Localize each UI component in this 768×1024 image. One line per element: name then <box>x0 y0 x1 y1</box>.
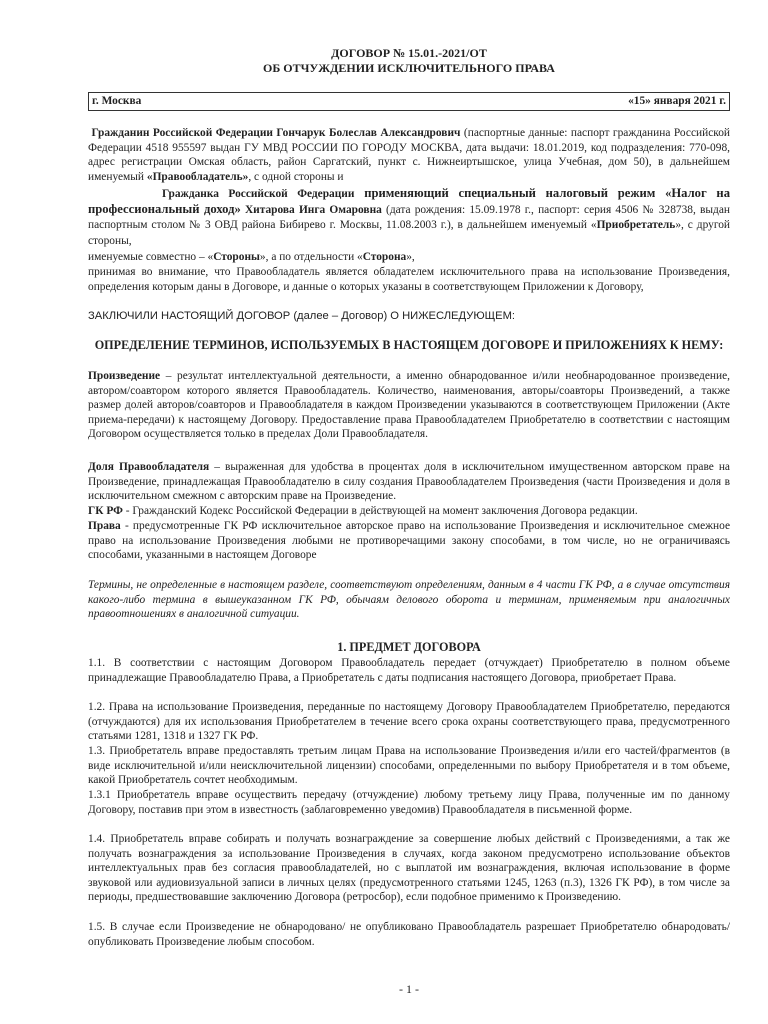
party-acquirer <box>88 186 730 249</box>
contract-title: ДОГОВОР № 15.01.-2021/ОТ <box>331 46 487 60</box>
clause-1-2: 1.2. Права на использование Произведения, переданные по настоящему Договору Правообладателем Приобретателю, передаются (отчуждаются) для их использования Приобретателем в течение всего срока охраны соответствующего права, предусмотренного статьями 1281, 1318 и 1327 ГК РФ. <box>88 701 730 743</box>
share-term: Доля Правообладателя <box>88 461 210 473</box>
work-definition: – результат интеллектуальной деятельности, а именно обнародованное и/или необнародованное произведение, автором/соавтором которого является Правообладатель. Количество, наименования, авторы/соавторы Произведений, а также размер долей авторов/соавторов и Правообладателя в каждом Произведении указываются в соответствующем Приложении (Акте приема-передачи) к настоящему Договору. Предоставление права Правообладателем Приобретателю в соответствии с настоящим Договором осуществляется только в пределах Доли Правообладателя. <box>88 370 730 441</box>
civil-code-definition: - Гражданский Кодекс Российской Федерации в действующей на момент заключения Договора редакции. <box>122 505 638 517</box>
place-date-table <box>88 92 730 111</box>
acquirer-citizenship: Гражданка Российской Федерации <box>162 188 355 200</box>
rightholder-tail: , с одной стороны и <box>248 170 344 183</box>
contract-date: «15» января 2021 г. <box>628 95 726 107</box>
rights-term: Права <box>88 520 121 532</box>
definition-share <box>88 460 730 504</box>
share-definition: – выраженная для удобства в процентах доля в исключительном имущественном авторском праве на Произведение, принадлежащая Правообладателю в силу создания Правообладателем Произведения (части Произведения и доля в исключительном смежном с авторским праве на Произведение. <box>88 461 730 503</box>
acquirer-details: (дата рождения: 15.09.1978 г., паспорт: серия 4506 № 328738, выдан паспортным столом № 3 ОВД района Бибирево г. Москвы, 11.08.2003 г.), в дальнейшем именуемый « <box>88 204 730 232</box>
together-parties-term: Стороны <box>213 251 260 263</box>
terms-note: Термины, не определенные в настоящем разделе, соответствуют определениям, данным в 4 части ГК РФ, а в случае отсутствия какого-либо термина в вышеуказанном ГК РФ, обычаям делового оборота и терминам, применяемым при аналогичных правоотношениях в аналогичной ситуации. <box>88 579 730 621</box>
concluded-clause: ЗАКЛЮЧИЛИ НАСТОЯЩИЙ ДОГОВОР (далее – Договор) О НИЖЕСЛЕДУЮЩЕМ: <box>88 310 516 322</box>
civil-code-term: ГК РФ <box>88 505 123 517</box>
rightholder-role: «Правообладатель» <box>146 170 249 183</box>
acquirer-tax-regime: применяющий специальный налоговый режим «Налог на профессиональный доход» <box>88 186 730 217</box>
clause-1-4: 1.4. Приобретатель вправе собирать и получать вознаграждение за совершение любых действий с Произведениями, а так же получать вознаграждения за использование Произведения в случаях, когда законом предусмотрено использование объектов интеллектуальных прав без согласия правообладателей, но с выплатой им вознаграждения, включая использование в форме звуковой или аудиовизуальной записи в личных целях (предусмотренного статьями 1245, 1263 (п.3), 1326 ГК РФ), в том числе за периоды, предшествовавшие заключению Договора (ретросбор), если подобное применимо к Произведению. <box>88 833 730 904</box>
clause-1-3: 1.3. Приобретатель вправе предоставлять третьим лицам Права на использование Произведения и/или его частей/фрагментов (в виде исключительной и/или неисключительной лицензии) способами, определенными по выбору Приобретателя и в том объеме, какой Приобретатель сочтет необходимым. <box>88 745 730 787</box>
contract-city: г. Москва <box>92 95 142 107</box>
section1-title: 1. ПРЕДМЕТ ДОГОВОРА <box>337 640 481 654</box>
definition-work <box>88 369 730 442</box>
rightholder-details: (паспортные данные: паспорт гражданина Российской Федерации 4518 955597 выдан ГУ МВД РОССИИ ПО ГОРОДУ МОСКВА, дата выдачи: 18.01.2019, код подразделения: 770-098, адрес регистрации Омская область, район Саргатский, пункт с. Нижнеиртышское, улица Учебная, дом 50), в дальнейшем именуемый <box>88 127 730 183</box>
contract-subtitle: ОБ ОТЧУЖДЕНИИ ИСКЛЮЧИТЕЛЬНОГО ПРАВА <box>263 61 555 75</box>
clause-1-3-1: 1.3.1 Приобретатель вправе осуществить передачу (отчуждение) любому третьему лицу Права, полученные им по данному Договору, поставив при этом в известность (заблаговременно уведомив) Правообладателя в письменной форме. <box>88 789 730 816</box>
page-number: - 1 - <box>399 982 419 996</box>
definition-civil-code <box>88 504 730 519</box>
definition-rights <box>88 519 730 563</box>
rightholder-name: Гражданин Российской Федерации Гончарук Болеслав Александрович <box>91 127 461 139</box>
acquirer-tail: », с другой стороны, <box>88 219 730 247</box>
party-rightholder <box>88 126 730 184</box>
work-term: Произведение <box>88 370 161 382</box>
together-text-c: », а по отдельности « <box>259 251 363 263</box>
rights-definition: - предусмотренные ГК РФ исключительное авторское право на использование Произведения и исключительное смежное право на использование Произведения любыми не противоречащими закону способами, в том числе, но не ограничиваясь способами, указанными в настоящем Договоре <box>88 520 730 562</box>
document-page <box>88 0 730 1024</box>
acquirer-name: Хитарова Инга Омаровна <box>240 204 382 217</box>
clause-1-5: 1.5. В случае если Произведение не обнародовано/ не опубликовано Правообладатель разрешает Приобретателю обнародовать/ опубликовать Произведение любым способом. <box>88 921 730 948</box>
considering-clause: принимая во внимание, что Правообладатель является обладателем исключительного права на использование Произведения, определения которым даны в Договоре, и данные о которых указаны в соответствующем Приложении к Договору, <box>88 266 730 293</box>
definitions-title: ОПРЕДЕЛЕНИЕ ТЕРМИНОВ, ИСПОЛЬЗУЕМЫХ В НАСТОЯЩЕМ ДОГОВОРЕ И ПРИЛОЖЕНИЯХ К НЕМУ: <box>94 338 724 352</box>
parties-together <box>88 250 730 265</box>
together-text-e: », <box>406 251 415 263</box>
acquirer-role: Приобретатель <box>596 219 676 232</box>
clause-1-1: 1.1. В соответствии с настоящим Договором Правообладатель передает (отчуждает) Приобретателю в полном объеме принадлежащие Правообладателю Права, а Приобретатель с даты подписания настоящего Договора, приобретает Права. <box>88 657 730 684</box>
together-party-term: Сторона <box>362 251 407 263</box>
together-text-a: именуемые совместно – « <box>88 251 214 263</box>
